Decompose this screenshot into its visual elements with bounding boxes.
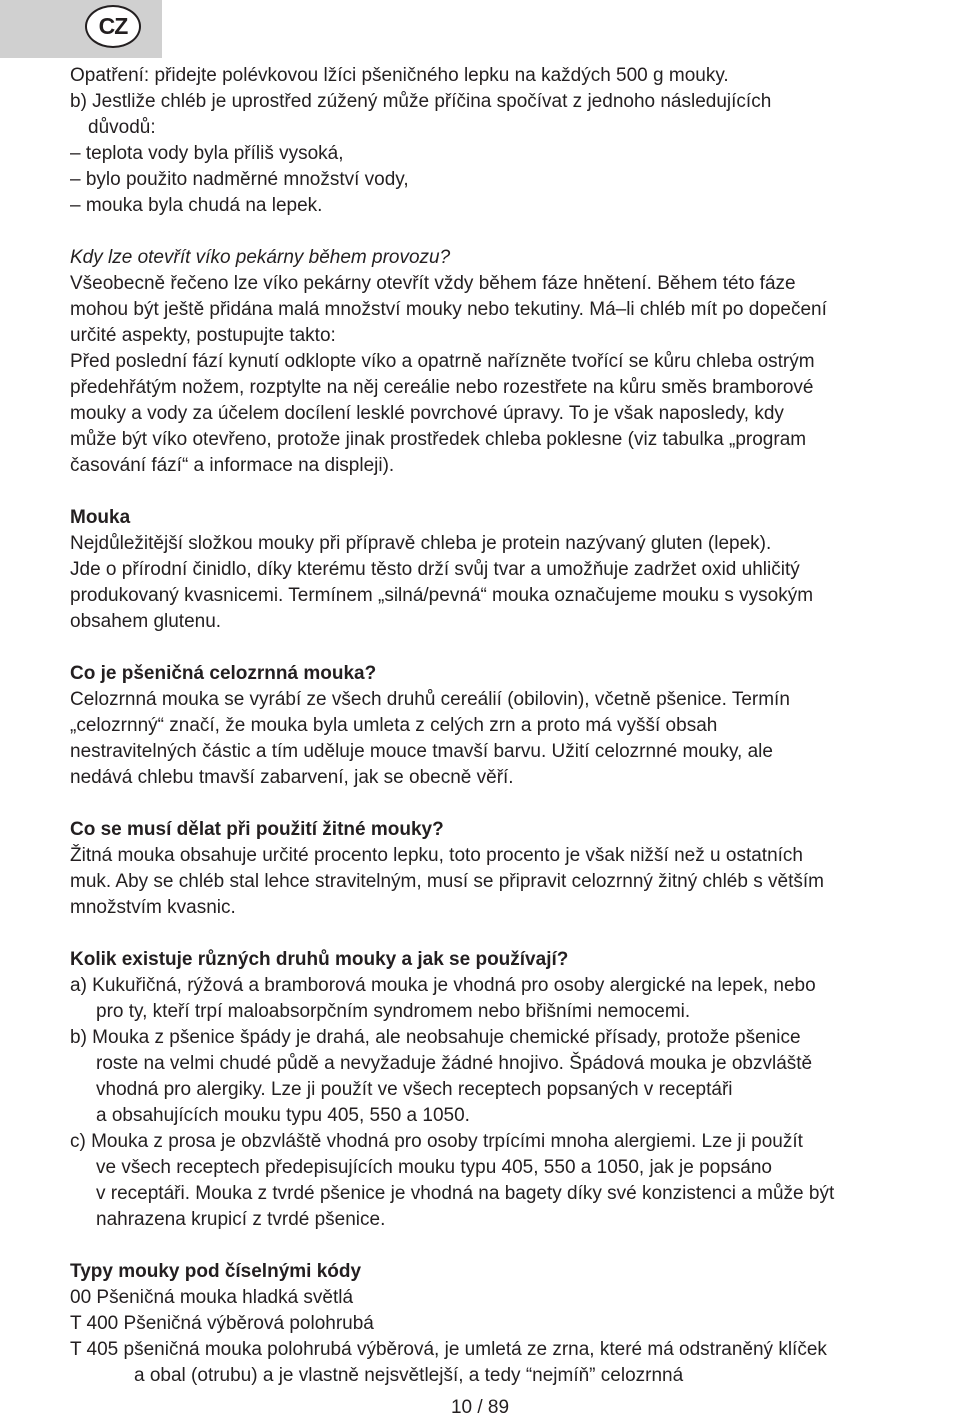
wholemeal-line: nestravitelných částic a tím uděluje mouce tmavší barvu. Užití celozrnné mouky, ale xyxy=(70,741,773,762)
intro-line: důvodů: xyxy=(88,117,156,138)
types-heading: Typy mouky pod číselnými kódy xyxy=(70,1261,362,1282)
rye-line: množstvím kvasnic. xyxy=(70,897,236,918)
kinds-item-a-cont: pro ty, kteří trpí maloabsorpčním syndromem nebo břišními nemocemi. xyxy=(96,1001,691,1022)
language-badge: CZ xyxy=(85,5,141,48)
page-number: 10 / 89 xyxy=(450,1397,510,1418)
kinds-item-c-cont: nahrazena krupicí z tvrdé pšenice. xyxy=(96,1209,386,1230)
wholemeal-heading: Co je pšeničná celozrnná mouka? xyxy=(70,663,377,684)
rye-line: Žitná mouka obsahuje určité procento lepku, toto procento je však nižší než u ostatních xyxy=(70,845,803,866)
kinds-item-b-cont: vhodná pro alergiky. Lze ji použít ve všech receptech popsaných v receptáři xyxy=(96,1079,733,1100)
lid-line: Před poslední fází kynutí odklopte víko a opatrně nařízněte tvořící se kůru chleba ostrým xyxy=(70,351,815,372)
intro-list-item: – mouka byla chudá na lepek. xyxy=(70,195,323,216)
types-item: 00 Pšeničná mouka hladká světlá xyxy=(70,1287,354,1308)
kinds-item-a: a) Kukuřičná, rýžová a bramborová mouka je vhodná pro osoby alergické na lepek, nebo xyxy=(70,975,816,996)
intro-list-item: – bylo použito nadměrné množství vody, xyxy=(70,169,409,190)
rye-heading: Co se musí dělat při použití žitné mouky? xyxy=(70,819,444,840)
lid-line: určité aspekty, postupujte takto: xyxy=(70,325,336,346)
intro-line: b) Jestliže chléb je uprostřed zúžený může příčina spočívat z jednoho následujících xyxy=(70,91,772,112)
lid-line: mouky a vody za účelem docílení lesklé povrchové úpravy. To je však naposledy, kdy xyxy=(70,403,784,424)
lid-heading: Kdy lze otevřít víko pekárny během provozu? xyxy=(70,247,451,268)
lid-line: předehřátým nožem, rozptylte na něj cereálie nebo rozestřete na kůru směs bramborové xyxy=(70,377,814,398)
flour-line: Jde o přírodní činidlo, díky kterému těsto drží svůj tvar a umožňuje zadržet oxid uhličitý xyxy=(70,559,800,580)
flour-line: Nejdůležitější složkou mouky při přípravě chleba je protein nazývaný gluten (lepek). xyxy=(70,533,772,554)
types-item: T 400 Pšeničná výběrová polohrubá xyxy=(70,1313,374,1334)
flour-line: obsahem glutenu. xyxy=(70,611,222,632)
lid-line: časování fází“ a informace na displeji). xyxy=(70,455,395,476)
wholemeal-line: „celozrnný“ značí, že mouka byla umleta z celých zrn a proto má vyšší obsah xyxy=(70,715,718,736)
language-tab xyxy=(0,0,162,58)
flour-heading: Mouka xyxy=(70,507,131,528)
kinds-item-c-cont: ve všech receptech předepisujících mouku typu 405, 550 a 1050, jak je popsáno xyxy=(96,1157,772,1178)
types-item: T 405 pšeničná mouka polohrubá výběrová, je umletá ze zrna, které má odstraněný klíček xyxy=(70,1339,827,1360)
kinds-item-b-cont: roste na velmi chudé půdě a nevyžaduje žádné hnojivo. Špádová mouka je obzvláště xyxy=(96,1053,813,1074)
intro-list-item: – teplota vody byla příliš vysoká, xyxy=(70,143,344,164)
flour-line: produkovaný kvasnicemi. Termínem „silná/pevná“ mouka označujeme mouku s vysokým xyxy=(70,585,814,606)
lid-line: může být víko otevřeno, protože jinak prostředek chleba poklesne (viz tabulka „program xyxy=(70,429,807,450)
page-content xyxy=(70,63,960,1389)
wholemeal-line: nedává chlebu tmavší zabarvení, jak se obecně věří. xyxy=(70,767,514,788)
types-item-cont: a obal (otrubu) a je vlastně nejsvětlejší, a tedy “nejmíň” celozrnná xyxy=(134,1365,684,1386)
lid-line: mohou být ještě přidána malá množství mouky nebo tekutiny. Má–li chléb mít po dopečení xyxy=(70,299,827,320)
rye-line: muk. Aby se chléb stal lehce stravitelným, musí se připravit celozrnný žitný chléb s větším xyxy=(70,871,824,892)
kinds-heading: Kolik existuje různých druhů mouky a jak se používají? xyxy=(70,949,569,970)
kinds-item-b: b) Mouka z pšenice špády je drahá, ale neobsahuje chemické přísady, protože pšenice xyxy=(70,1027,801,1048)
kinds-item-b-cont: a obsahujících mouku typu 405, 550 a 1050. xyxy=(96,1105,470,1126)
kinds-item-c: c) Mouka z prosa je obzvláště vhodná pro osoby trpícími mnoha alergiemi. Lze ji použít xyxy=(70,1131,803,1152)
lid-line: Všeobecně řečeno lze víko pekárny otevřít vždy během fáze hnětení. Během této fáze xyxy=(70,273,796,294)
kinds-item-c-cont: v receptáři. Mouka z tvrdé pšenice je vhodná na bagety díky své konzistenci a může být xyxy=(96,1183,835,1204)
intro-line: Opatření: přidejte polévkovou lžíci pšeničného lepku na každých 500 g mouky. xyxy=(70,65,729,86)
wholemeal-line: Celozrnná mouka se vyrábí ze všech druhů cereálií (obilovin), včetně pšenice. Termín xyxy=(70,689,790,710)
